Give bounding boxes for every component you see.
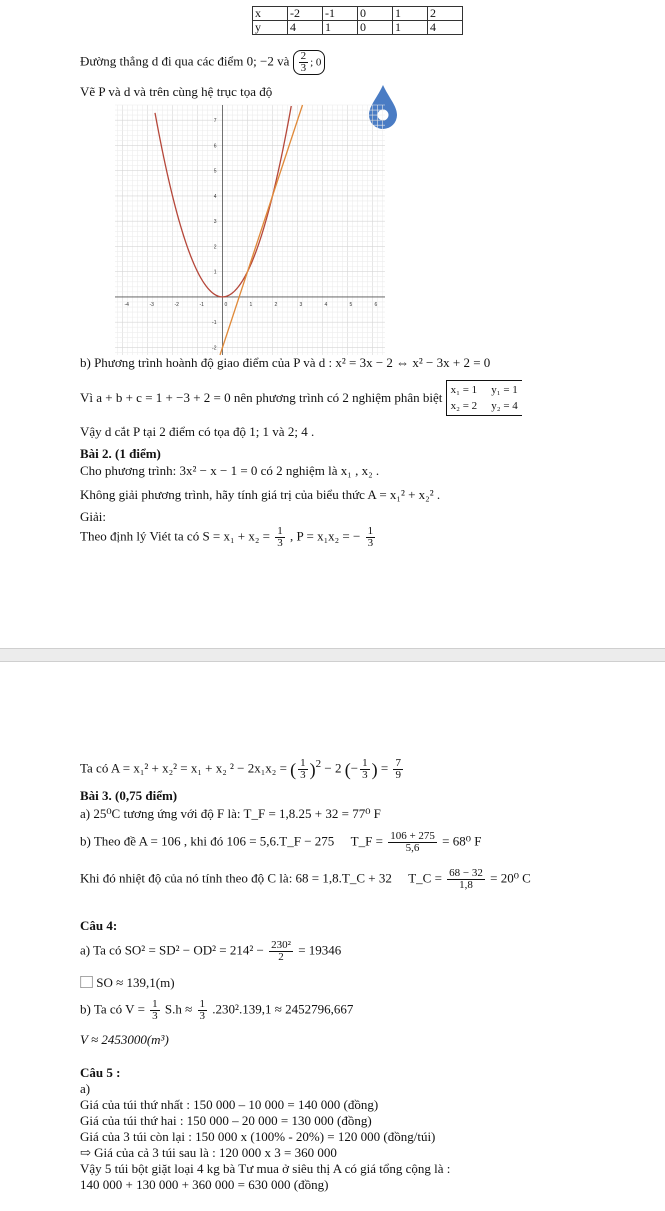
fraction <box>393 758 403 781</box>
x-tick-label: 6 <box>374 301 378 308</box>
table-cell: 1 <box>323 21 358 35</box>
table-cell: y <box>253 21 288 35</box>
text: Đường thẳng d đi qua các điểm 0; −2 và <box>80 53 290 69</box>
cau4-title: Câu 4: <box>80 918 118 933</box>
axes <box>115 105 385 355</box>
x-tick-label: -4 <box>124 301 129 308</box>
text: = 68⁰ F <box>442 833 482 849</box>
table-row <box>253 21 463 35</box>
y-tick-label: -1 <box>212 320 217 327</box>
y-tick-label: 6 <box>213 143 217 150</box>
text: .230².139,1 ≈ 2452796,667 <box>212 1001 354 1017</box>
numerator: 1 <box>152 998 158 1010</box>
value-table <box>252 6 463 35</box>
x-tick-label: 2 <box>274 301 278 308</box>
denominator: 1,8 <box>459 879 473 891</box>
bai2-line1: Cho phương trình: 3x² − x − 1 = 0 có 2 nghiệm là x₁ , x₂ . <box>80 463 380 478</box>
y-tick-label: 5 <box>213 168 217 175</box>
fraction <box>447 868 485 891</box>
y-tick-label: 3 <box>213 219 217 226</box>
numerator: 2 <box>300 50 307 62</box>
fraction <box>388 831 437 854</box>
fraction <box>299 51 309 74</box>
numerator: 68 − 32 <box>449 867 483 879</box>
x-tick-label: 4 <box>324 301 328 308</box>
numerator: 1 <box>367 525 374 537</box>
cau5-line2: Giá của túi thứ hai : 150 000 – 20 000 = 130 000 (đồng) <box>80 1113 372 1128</box>
numerator: 1 <box>300 756 306 769</box>
table-cell: 1 <box>393 21 428 35</box>
y-tick-label: 2 <box>213 244 217 251</box>
numerator: 230² <box>271 939 291 951</box>
x-tick-label: 0 <box>224 301 228 308</box>
page-separator <box>0 648 665 649</box>
cau5-title: Câu 5 : <box>80 1065 121 1080</box>
bai2-line3: Giải: <box>80 509 106 524</box>
fraction <box>360 758 370 781</box>
part-b-line1: b) Phương trình hoành độ giao điểm của P và d : x² = 3x − 2 ⇔ x² − 3x + 2 = 0 <box>80 355 491 370</box>
cau5-line4: ⇨ Giá của cả 3 túi sau là : 120 000 x 3 = 360 000 <box>80 1145 337 1160</box>
line-through-points <box>80 50 325 75</box>
fraction <box>275 526 285 549</box>
fraction <box>198 999 208 1022</box>
bai3-title: Bài 3. (0,75 điểm) <box>80 788 178 803</box>
exponent: 2 <box>315 758 322 770</box>
x-tick-label: -2 <box>174 301 179 308</box>
text: Vì a + b + c = 1 + −3 + 2 = 0 nên phương trình có 2 nghiệm phân biệt <box>80 390 443 405</box>
denominator: 3 <box>367 537 374 549</box>
paren: ) <box>371 759 378 780</box>
denominator: 3 <box>277 537 283 549</box>
cau4-b-result: V ≈ 2453000(m³) <box>80 1032 169 1047</box>
fraction <box>150 999 160 1022</box>
fraction <box>298 758 308 781</box>
table-cell: 0 <box>358 21 393 35</box>
numerator: 1 <box>277 525 283 537</box>
numerator: 7 <box>395 756 401 769</box>
draw-title: Vẽ P và d và trên cùng hệ trục tọa độ <box>80 84 273 99</box>
text: Khi đó nhiệt độ của nó tính theo độ C là: 68 = 1,8.T_C + 32 ⃞ T_C = <box>80 870 442 886</box>
solution-1: x₁ = 1 ⃞ y₁ = 1 <box>450 384 518 396</box>
fraction <box>269 940 293 963</box>
fraction <box>366 526 376 549</box>
table-cell: 4 <box>288 21 323 35</box>
numerator: 1 <box>362 756 368 769</box>
paren: ( <box>344 759 351 780</box>
cau5-line1: Giá của túi thứ nhất : 150 000 – 10 000 = 140 000 (đồng) <box>80 1097 379 1112</box>
solution-2: x₂ = 2 ⃞ y₂ = 4 <box>450 400 518 412</box>
cau4-a <box>80 940 341 963</box>
document-page-2 <box>0 662 665 1211</box>
x-tick-label: -3 <box>149 301 154 308</box>
denominator: 3 <box>152 1010 158 1022</box>
table-row <box>253 7 463 21</box>
numerator: 106 + 275 <box>390 830 435 842</box>
text: b) Ta có V = <box>80 1001 145 1017</box>
text: = 20⁰ C <box>490 870 531 886</box>
paren: ( <box>290 759 297 780</box>
text: Theo định lý Viét ta có S = x₁ + x₂ = <box>80 528 270 544</box>
point-paren <box>293 50 326 75</box>
text: − 2 <box>324 760 342 776</box>
curves <box>155 105 303 355</box>
table-cell: -2 <box>288 7 323 21</box>
bai3-a: a) 25⁰C tương ứng với độ F là: T_F = 1,8.25 + 32 = 77⁰ F <box>80 806 381 821</box>
y-tick-label: 7 <box>213 118 217 125</box>
function-graph <box>115 105 385 355</box>
paren: ) <box>309 759 316 780</box>
bai2-title: Bài 2. (1 điểm) <box>80 446 161 461</box>
y-tick-label: 1 <box>213 269 217 276</box>
denominator: 2 <box>278 951 284 963</box>
solution-bracket <box>446 380 522 416</box>
table-cell: 0 <box>358 7 393 21</box>
x-tick-label: -1 <box>199 301 204 308</box>
text: = 19346 <box>298 942 342 958</box>
denominator: 5,6 <box>405 842 420 854</box>
x-tick-label: 5 <box>349 301 353 308</box>
table-cell: x <box>253 7 288 21</box>
denominator: 3 <box>300 62 307 74</box>
cau5-line3: Giá của 3 túi còn lại : 150 000 x (100% - 20%) = 120 000 (đồng/túi) <box>80 1129 436 1144</box>
cau5-a: a) <box>80 1081 91 1096</box>
table-cell: 1 <box>393 7 428 21</box>
x-tick-label: 1 <box>249 301 253 308</box>
part-b-line3: Vậy d cắt P tại 2 điểm có tọa độ 1; 1 và 2; 4 . <box>80 424 315 439</box>
text: a) Ta có SO² = SD² − OD² = 214² − <box>80 942 264 958</box>
table-cell: 2 <box>428 7 463 21</box>
denominator: 9 <box>395 768 401 781</box>
text: Ta có A = x₁² + x₂² = x₁ + x₂ ² − 2x₁x₂ = <box>80 760 287 776</box>
text: S.h ≈ <box>164 1001 193 1017</box>
cau5-line5: Vậy 5 túi bột giặt loại 4 kg bà Tư mua ở siêu thị A có giá tổng cộng là : <box>80 1161 451 1176</box>
bai3-c <box>80 868 531 891</box>
denominator: 3 <box>199 1010 206 1022</box>
bai2-viet <box>80 526 377 549</box>
y-tick-label: -2 <box>212 345 217 352</box>
cau4-a-result: ⃞ SO ≈ 139,1(m) <box>80 975 175 990</box>
bai2-line2: Không giải phương trình, hãy tính giá trị của biểu thức A = x₁² + x₂² . <box>80 487 441 502</box>
cau5-line6: 140 000 + 130 000 + 360 000 = 630 000 (đồng) <box>80 1177 329 1192</box>
denominator: 3 <box>300 768 306 781</box>
cau4-b <box>80 999 353 1022</box>
x-tick-label: 3 <box>299 301 303 308</box>
table-cell: 4 <box>428 21 463 35</box>
numerator: 1 <box>199 998 206 1010</box>
table-cell: -1 <box>323 7 358 21</box>
text: = <box>380 760 389 776</box>
bai3-b <box>80 831 481 854</box>
ta-co-line: Ta có A = x₁² + x₂² = x₁ + x₂ ² − 2x₁x₂ = ( $\frac{1}{3}$ )$^2$ − 2 (− $\frac{1}{3}$ ) = $\frac{7}{9}$ <box>80 756 401 781</box>
text: , P = x₁x₂ = − <box>290 528 361 544</box>
part-b-line2 <box>80 380 522 416</box>
grid <box>115 105 385 355</box>
denominator: 3 <box>362 768 368 781</box>
text: ; 0 <box>310 56 322 69</box>
y-tick-label: 4 <box>213 193 217 200</box>
text: b) Theo đề A = 106 , khi đó 106 = 5,6.T_F − 275 ⃞ T_F = <box>80 833 383 849</box>
